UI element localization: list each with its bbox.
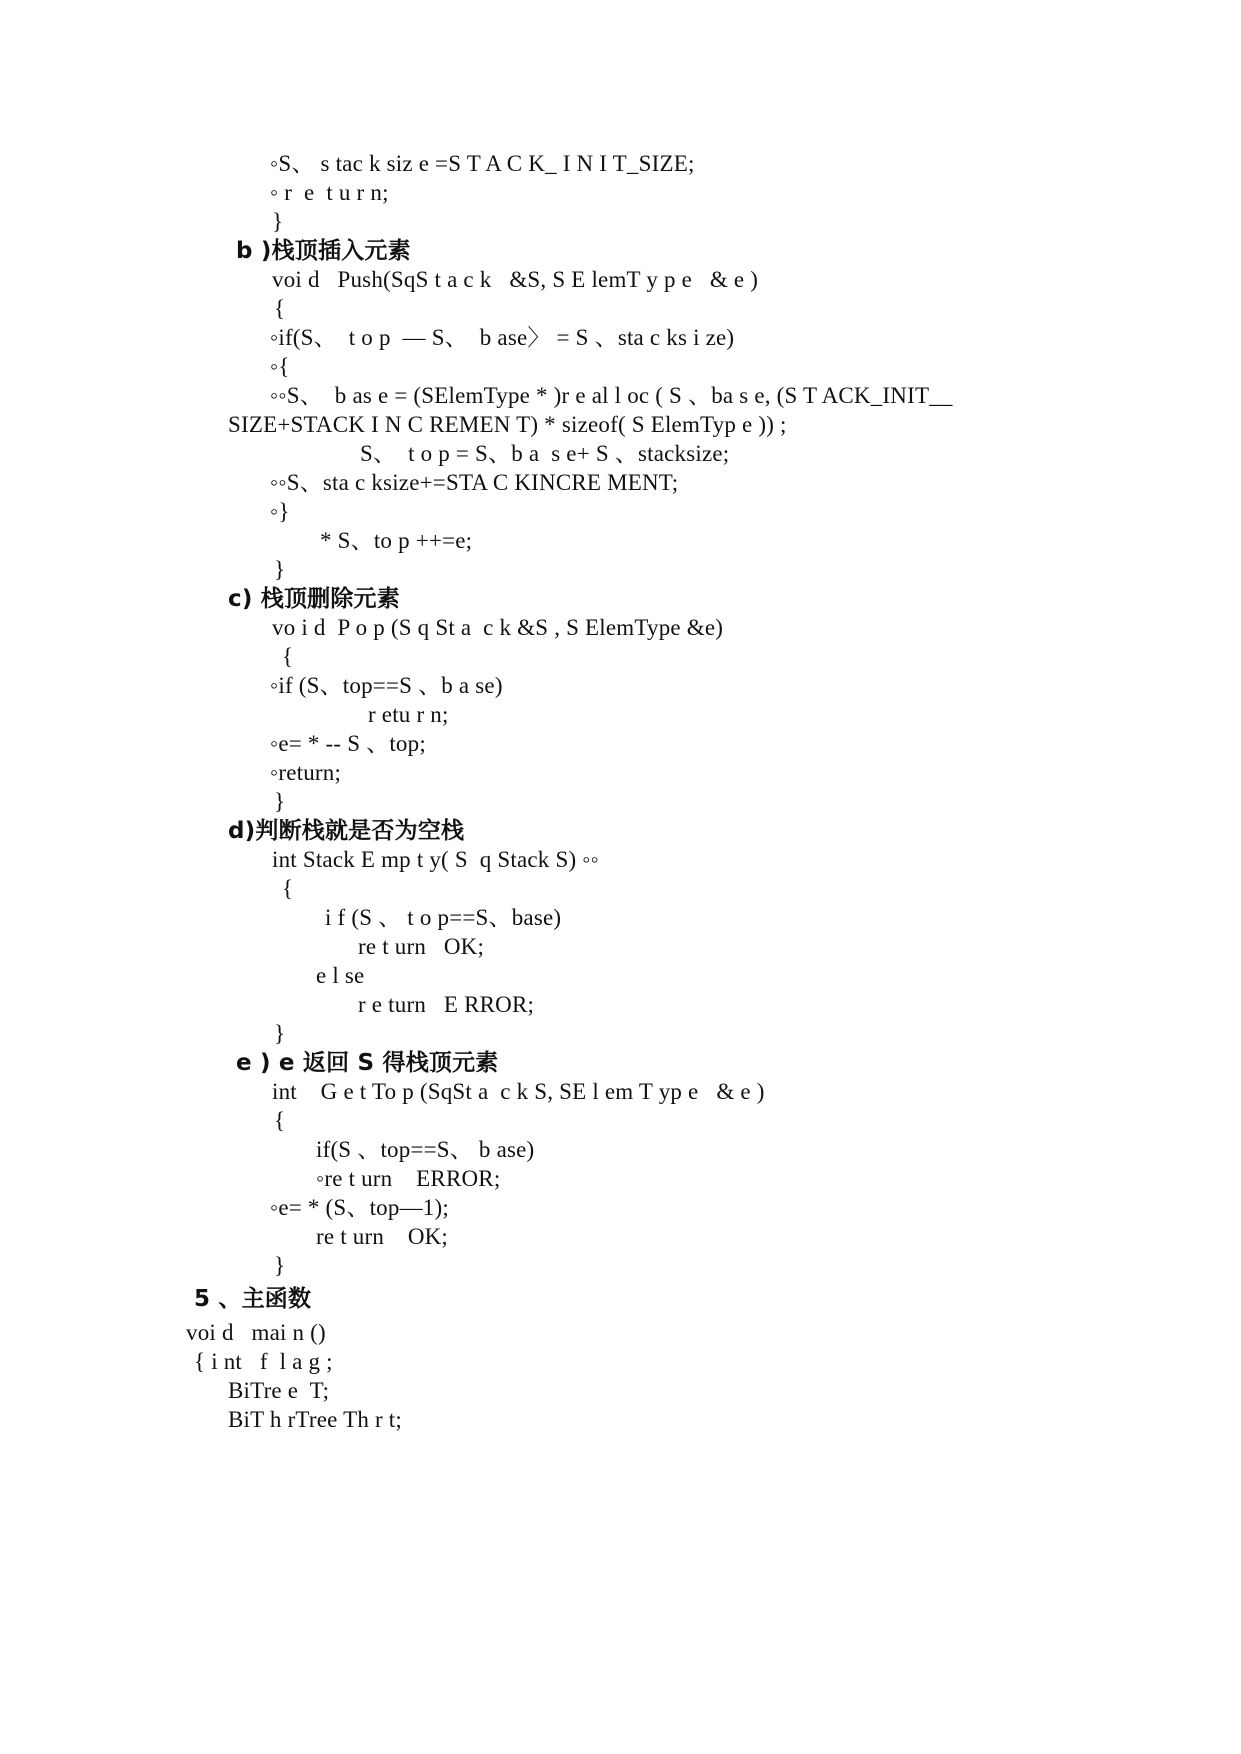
section-heading: e ) e 返回 S 得栈顶元素	[236, 1050, 499, 1076]
code-line: ◦◦S、 b as e = (SElemType * )r e al l oc ( S 、ba s e, (S T ACK_INIT__	[270, 383, 953, 408]
section-heading: d)判断栈就是否为空栈	[228, 818, 465, 844]
code-line: if(S 、top==S、 b ase)	[316, 1137, 535, 1162]
section-heading: c) 栈顶删除元素	[228, 586, 400, 612]
section-heading: 5 、主函数	[194, 1286, 312, 1312]
code-line: re t urn OK;	[358, 934, 485, 959]
code-line: ◦ r e t u r n;	[270, 180, 389, 205]
code-line: i f (S 、 t o p==S、base)	[325, 905, 562, 930]
code-line: ◦if (S、top==S 、b a se)	[270, 673, 503, 698]
code-line: ◦e= * -- S 、top;	[270, 731, 426, 756]
code-line: re t urn OK;	[316, 1224, 449, 1249]
code-line: {	[282, 644, 294, 669]
code-line: ◦}	[270, 499, 290, 524]
code-line: {	[274, 296, 286, 321]
code-line: vo i d P o p (S q St a c k &S , S ElemType &e)	[272, 615, 724, 640]
code-line: BiTre e T;	[228, 1378, 330, 1403]
code-line: }	[274, 557, 286, 582]
code-line: ◦◦S、sta c ksize+=STA C KINCRE MENT;	[270, 470, 679, 495]
code-line: ◦return;	[270, 760, 342, 785]
code-line: {	[282, 876, 294, 901]
code-line: r e turn E RROR;	[358, 992, 535, 1017]
code-line: }	[272, 209, 284, 234]
code-line: {	[274, 1108, 286, 1133]
code-line: int G e t To p (SqSt a c k S, SE l em T yp e & e )	[272, 1079, 765, 1104]
code-line: e l se	[316, 963, 365, 988]
code-line: }	[274, 1021, 286, 1046]
section-heading: b )栈顶插入元素	[236, 238, 411, 264]
code-line: int Stack E mp t y( S q Stack S) ◦◦	[272, 847, 599, 872]
code-line: { i nt f l a g ;	[194, 1349, 333, 1374]
code-line: ◦if(S、 t o p — S、 b ase〉 = S 、sta c ks i ze)	[270, 325, 735, 350]
code-line: r etu r n;	[368, 702, 449, 727]
code-line: ◦re t urn ERROR;	[316, 1166, 501, 1191]
code-line: BiT h rTree Th r t;	[228, 1407, 402, 1432]
code-line: voi d Push(SqS t a c k &S, S E lemT y p e & e )	[272, 267, 759, 292]
code-line: SIZE+STACK I N C REMEN T) * sizeof( S ElemTyp e )) ;	[228, 412, 787, 437]
code-line: voi d mai n ()	[186, 1320, 326, 1345]
code-line: }	[274, 789, 286, 814]
code-line: }	[274, 1253, 286, 1278]
code-line: ◦S、 s tac k siz e =S T A C K_ I N I T_SIZE;	[270, 151, 695, 176]
code-line: ◦e= * (S、top—1);	[270, 1195, 449, 1220]
code-line: S、 t o p = S、b a s e+ S 、stacksize;	[360, 441, 730, 466]
code-line: ◦{	[270, 354, 290, 379]
code-line: * S、to p ++=e;	[320, 528, 473, 553]
